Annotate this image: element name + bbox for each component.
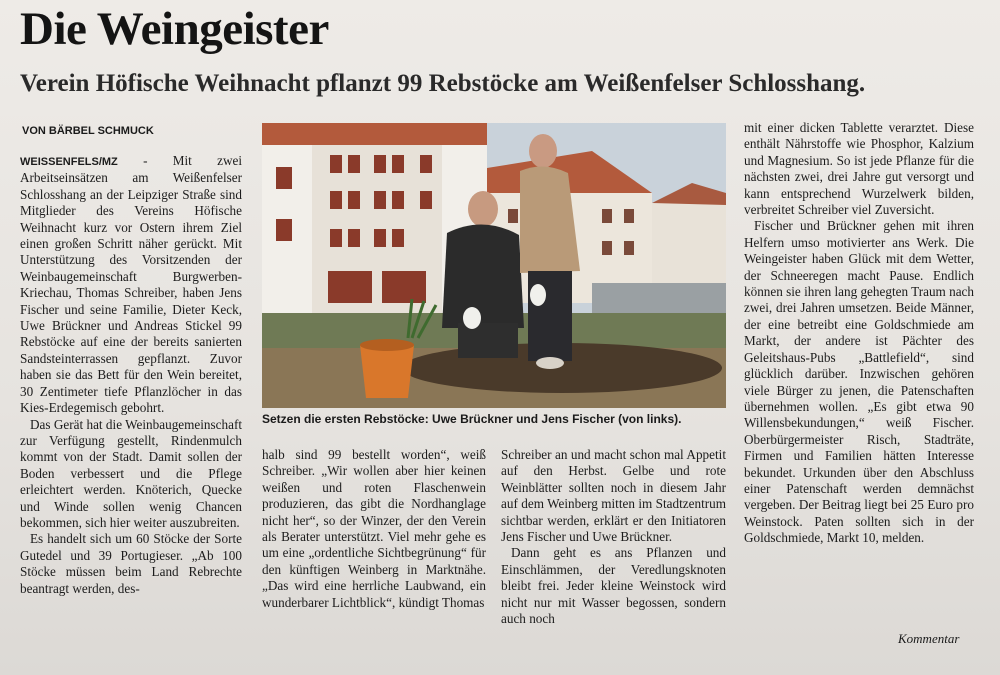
paragraph: Schreiber an und macht schon mal Appetit auf den Herbst. Gelbe und rote Weinblätter sollten noch in diesem Jahr auf dem Weinberg mitten im Stadtzentrum sichtbar werden, erklärt er den Initiatoren Jens Fischer und Uwe Brückner. bbox=[501, 447, 726, 545]
article-column-1 bbox=[20, 153, 242, 597]
paragraph: mit einer dicken Tablette verarztet. Diese enthält Nährstoffe wie Phosphor, Kalzium und Magnesium. So ist jede Pflanze für die nächsten zwei, drei Jahre gut versorgt und kann entsprechend Wurzelwerk bilden, verbreitet Schreiber viel Zuversicht. bbox=[744, 120, 974, 218]
article-photo bbox=[262, 123, 726, 408]
article-column-3 bbox=[501, 447, 726, 627]
photo-illustration bbox=[262, 123, 726, 408]
photo-caption: Setzen die ersten Rebstöcke: Uwe Brückner und Jens Fischer (von links). bbox=[262, 412, 682, 426]
paragraph: Das Gerät hat die Weinbaugemeinschaft zur Verfügung gestellt, Rindenmulch kommt von der Stadt. Damit sollen der Boden verbessert und die Pflege erleichtert werden. Knöterich, Quecke und Winde sollen wenig Chancen bekommen, sich hier weiter auszubreiten. bbox=[20, 416, 242, 530]
dateline: WEISSENFELS/MZ bbox=[20, 156, 118, 168]
byline: VON BÄRBEL SCHMUCK bbox=[22, 125, 154, 137]
paragraph: Fischer und Brückner gehen mit ihren Helfern umso motivierter ans Werk. Die Weingeister haben Glück mit dem Wetter, der Schneeregen macht Pause. Endlich können sie ihren lang gehegten Traum nach zwei, drei Jahren umsetzen. Beide Männer, der eine betreibt eine Goldschmiede am Markt, der andere ist Pächter des Geleitshaus-Pubs „Battlefield“, sind glücklich darüber. Inzwischen gehören viele Bürger zu jenen, die Patenschaften übernehmen wollen. „Es gibt etwa 90 Willensbekundungen,“ weiß Fischer. Oberbürgermeister Risch, Stadträte, Firmen und Familien hätten Interesse bekundet. Urkunden über den Abschluss einer Patenschaft werden demnächst vergeben. Der Beitrag liegt bei 25 Euro pro Weinstock. Paten sollten sich in der Goldschmiede, Markt 10, melden. bbox=[744, 218, 974, 546]
article-column-4 bbox=[744, 120, 974, 547]
kommentar-link[interactable]: Kommentar bbox=[898, 631, 960, 646]
paragraph: WEISSENFELS/MZ - Mit zwei Arbeitseinsätzen am Weißenfelser Schlosshang an der Leipziger Straße sind Mitglieder des Vereins Höfische Weihnacht kurz vor Ostern ihrem Ziel einen großen Schritt näher gerückt. Mit Unterstützung des Vorsitzenden der Weinbaugemeinschaft Burgwerben-Kriechau, Thomas Schreiber, haben Jens Fischer und seine Familie, Dieter Keck, Uwe Brückner und Andreas Stickel 99 Rebstöcke auf eine der bereits sanierten Sandsteinterrassen gepflanzt. Zuvor haben sie das Bett für den Wein bereitet, 30 Zentimeter tiefe Pflanzlöcher in das Kies-Erdegemisch gebohrt. bbox=[20, 153, 242, 416]
paragraph: halb sind 99 bestellt worden“, weiß Schreiber. „Wir wollen aber hier keinen weißen und roten Flaschenwein produzieren, das gibt die Nordhanglage nicht her“, so der Winzer, der den Verein als Berater unterstützt. Viel mehr gehe es um eine „ordentliche Sichtbegrünung“ für den künftigen Weinberg in Marktnähe. „Das wird eine herrliche Laubwand, ein wunderbarer Lichtblick“, kündigt Thomas bbox=[262, 447, 486, 610]
subheadline: Verein Höfische Weihnacht pflanzt 99 Rebstöcke am Weißenfelser Schlosshang. bbox=[20, 70, 866, 97]
headline: Die Weingeister bbox=[20, 3, 329, 55]
article-column-2 bbox=[262, 447, 486, 611]
paragraph: Es handelt sich um 60 Stöcke der Sorte Gutedel und 39 Portugieser. „Ab 100 Stöcke müssen beim Land Rebrechte beantragt werden, des- bbox=[20, 531, 242, 596]
paragraph: Dann geht es ans Pflanzen und Einschlämmen, der Veredlungsknoten bleibt frei. Jeder kleine Weinstock wird nicht nur mit Wasser begossen, sondern auch noch bbox=[501, 545, 726, 627]
